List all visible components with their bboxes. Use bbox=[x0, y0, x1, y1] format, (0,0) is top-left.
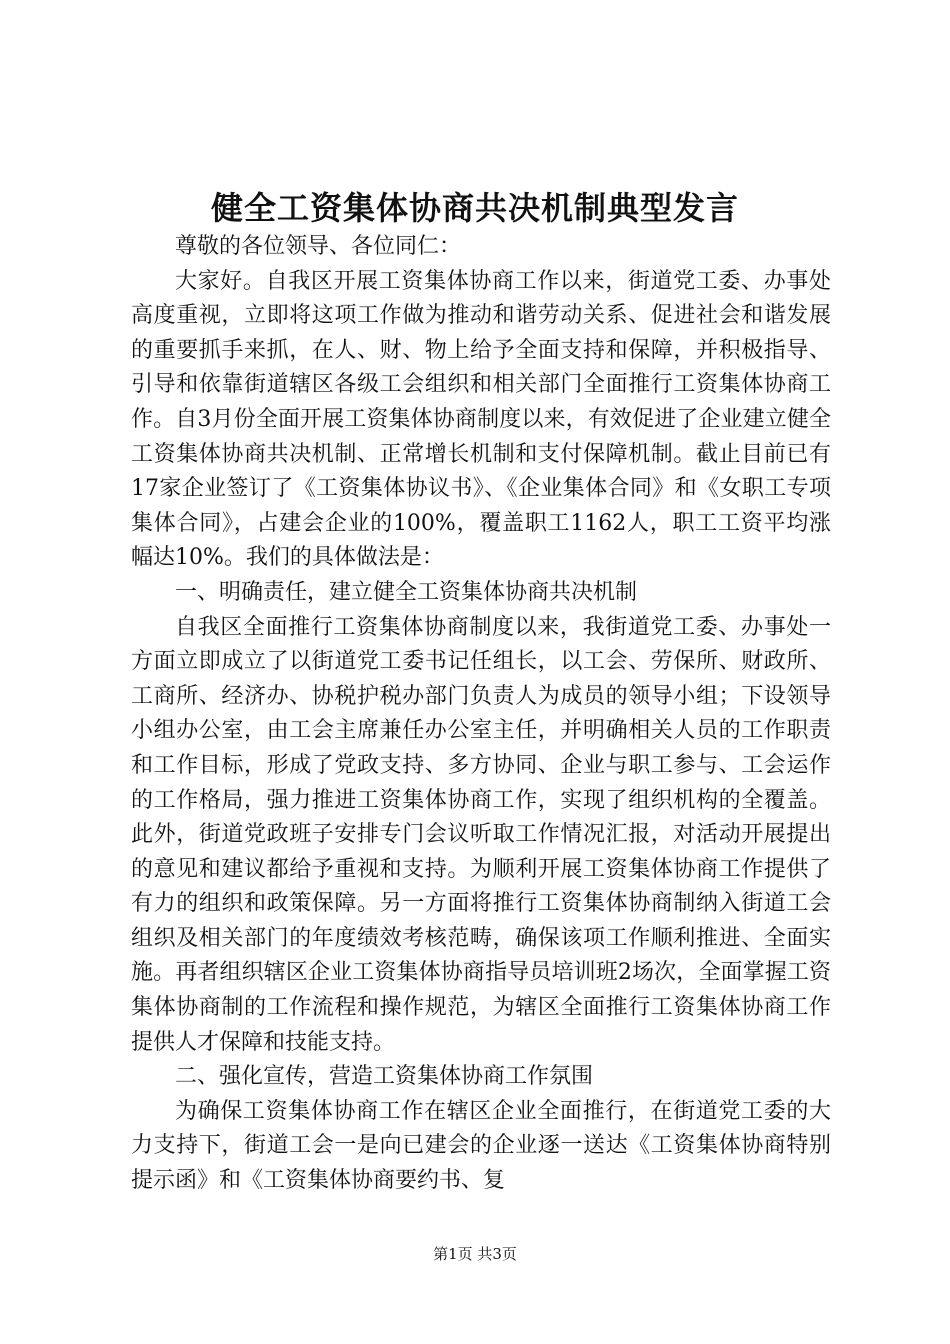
salutation: 尊敬的各位领导、各位同仁： bbox=[175, 234, 462, 259]
document-body bbox=[131, 230, 831, 1199]
paragraph-section-1: 自我区全面推行工资集体协商制度以来，我街道党工委、办事处一方面立即成立了以街道党工委书记任组长，以工会、劳保所、财政所、工商所、经济办、协税护税办部门负责人为成员的领导小组；下设领导小组办公室，由工会主席兼任办公室主任，并明确相关人员的工作职责和工作目标，形成了党政支持、多方协同、企业与职工参与、工会运作的工作格局，强力推进工资集体协商工作，实现了组织机构的全覆盖。此外，街道党政班子安排专门会议听取工作情况汇报，对活动开展提出的意见和建议都给予重视和支持。为顺利开展工资集体协商工作提供了有力的组织和政策保障。另一方面将推行工资集体协商制纳入街道工会组织及相关部门的年度绩效考核范畴，确保该项工作顺利推进、全面实施。再者组织辖区企业工资集体协商指导员培训班2场次，全面掌握工资集体协商制的工作流程和操作规范，为辖区全面推行工资集体协商工作提供人才保障和技能支持。 bbox=[131, 614, 831, 1055]
paragraph-section-2: 为确保工资集体协商工作在辖区企业全面推行，在街道党工委的大力支持下，街道工会一是向已建会的企业逐一送达《工资集体协商特别提示函》和《工资集体协商要约书、复 bbox=[131, 1098, 831, 1194]
page-footer: 第1页 共3页 bbox=[433, 1245, 517, 1263]
document-title: 健全工资集体协商共决机制典型发言 bbox=[210, 189, 739, 227]
paragraph-intro: 大家好。自我区开展工资集体协商工作以来，街道党工委、办事处高度重视，立即将这项工作做为推动和谐劳动关系、促进社会和谐发展的重要抓手来抓，在人、财、物上给予全面支持和保障，并积极指导、引导和依靠街道辖区各级工会组织和相关部门全面推行工资集体协商工作。自3月份全面开展工资集体协商制度以来，有效促进了企业建立健全工资集体协商共决机制、正常增长机制和支付保障机制。截止目前已有17家企业签订了《工资集体协议书》、《企业集体合同》和《女职工专项集体合同》，占建会企业的100%，覆盖职工1162人，职工工资平均涨幅达10%。我们的具体做法是： bbox=[131, 268, 831, 571]
section-heading-2: 二、强化宣传，营造工资集体协商工作氛围 bbox=[175, 1064, 594, 1090]
section-heading-1: 一、明确责任，建立健全工资集体协商共决机制 bbox=[175, 579, 638, 605]
